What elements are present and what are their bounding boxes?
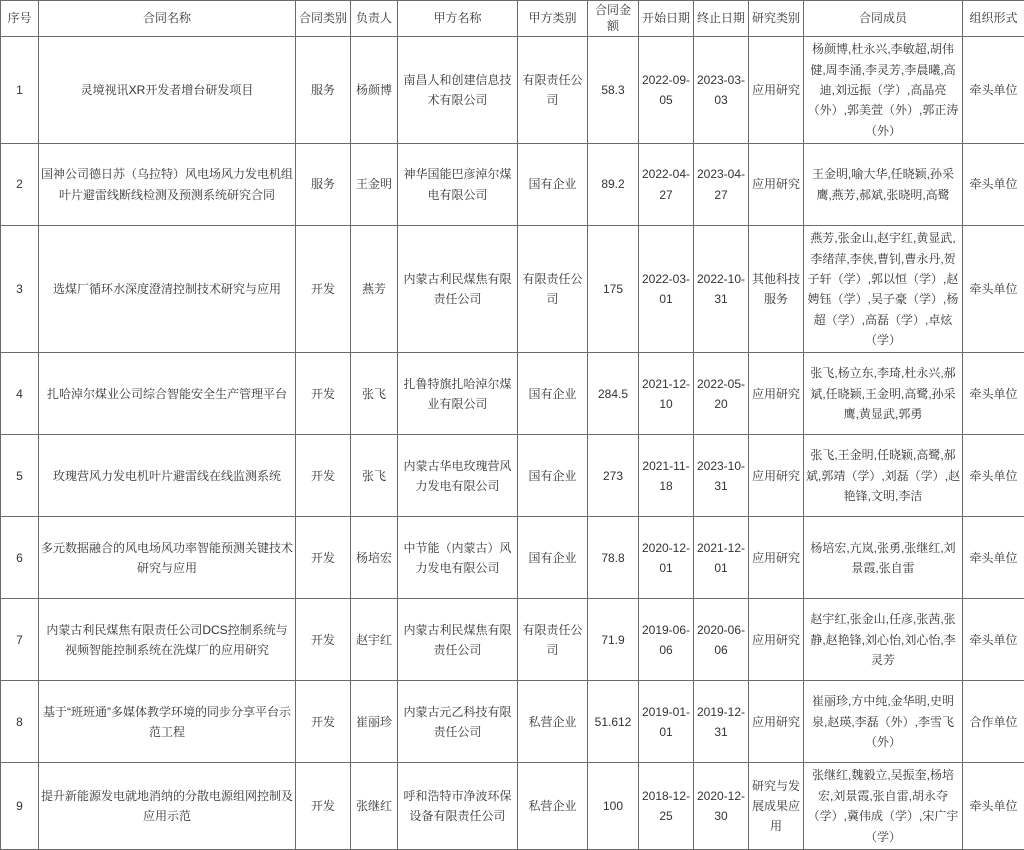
cell-amount: 51.612 — [588, 681, 639, 763]
cell-amount: 100 — [588, 763, 639, 850]
table-row — [1, 681, 1024, 763]
cell-contract-name: 基于“班班通”多媒体教学环境的同步分享平台示范工程 — [39, 681, 296, 763]
column-header-organization-form: 组织形式 — [963, 1, 1024, 37]
cell-amount: 273 — [588, 435, 639, 517]
cell-organization-form: 合作单位 — [963, 681, 1024, 763]
cell-leader: 王金明 — [351, 144, 398, 226]
column-header-leader: 负责人 — [351, 1, 398, 37]
table-row — [1, 435, 1024, 517]
cell-start-date: 2020-12-01 — [639, 517, 694, 599]
cell-end-date: 2021-12-01 — [694, 517, 749, 599]
column-header-end-date: 终止日期 — [694, 1, 749, 37]
cell-leader: 崔丽珍 — [351, 681, 398, 763]
cell-organization-form: 牵头单位 — [963, 353, 1024, 435]
cell-research-category: 应用研究 — [749, 681, 804, 763]
cell-research-category: 应用研究 — [749, 144, 804, 226]
cell-organization-form: 牵头单位 — [963, 517, 1024, 599]
cell-amount: 58.3 — [588, 37, 639, 144]
cell-index: 1 — [1, 37, 39, 144]
cell-contract-name: 扎哈淖尔煤业公司综合智能安全生产管理平台 — [39, 353, 296, 435]
cell-party-a-category: 国有企业 — [518, 517, 588, 599]
cell-organization-form: 牵头单位 — [963, 226, 1024, 353]
cell-contract-category: 开发 — [296, 226, 351, 353]
cell-members: 杨颜博,杜永兴,李敏超,胡伟健,周李涌,李灵芳,李晨曦,高迪,刘远振（学）,高晶亮（外）,郭美萱（外）,郭正涛（外） — [804, 37, 963, 144]
cell-contract-category: 服务 — [296, 37, 351, 144]
cell-members: 张继红,魏毅立,吴振奎,杨培宏,刘景霞,张自雷,胡永夺（学）,冀伟成（学）,宋广宇（学） — [804, 763, 963, 850]
cell-party-a-name: 呼和浩特市净波环保设备有限责任公司 — [398, 763, 518, 850]
cell-contract-name: 玫瑰营风力发电机叶片避雷线在线监测系统 — [39, 435, 296, 517]
cell-index: 2 — [1, 144, 39, 226]
table-row — [1, 353, 1024, 435]
cell-contract-category: 开发 — [296, 681, 351, 763]
column-header-contract-name: 合同名称 — [39, 1, 296, 37]
cell-research-category: 应用研究 — [749, 517, 804, 599]
cell-start-date: 2018-12-25 — [639, 763, 694, 850]
cell-contract-name: 选煤厂循环水深度澄清控制技术研究与应用 — [39, 226, 296, 353]
cell-amount: 71.9 — [588, 599, 639, 681]
cell-party-a-name: 内蒙古利民煤焦有限责任公司 — [398, 226, 518, 353]
cell-organization-form: 牵头单位 — [963, 599, 1024, 681]
cell-index: 7 — [1, 599, 39, 681]
cell-organization-form: 牵头单位 — [963, 37, 1024, 144]
cell-amount: 175 — [588, 226, 639, 353]
cell-end-date: 2022-05-20 — [694, 353, 749, 435]
cell-research-category: 应用研究 — [749, 435, 804, 517]
column-header-party-a-name: 甲方名称 — [398, 1, 518, 37]
cell-start-date: 2022-09-05 — [639, 37, 694, 144]
column-header-start-date: 开始日期 — [639, 1, 694, 37]
cell-leader: 杨颜博 — [351, 37, 398, 144]
cell-start-date: 2022-04-27 — [639, 144, 694, 226]
cell-end-date: 2020-12-30 — [694, 763, 749, 850]
column-header-members: 合同成员 — [804, 1, 963, 37]
table-header-row — [1, 1, 1024, 37]
column-header-index: 序号 — [1, 1, 39, 37]
cell-members: 王金明,喻大华,任晓颖,孙采鹰,燕芳,郝斌,张晓明,高鹭 — [804, 144, 963, 226]
cell-party-a-category: 有限责任公司 — [518, 37, 588, 144]
cell-end-date: 2020-06-06 — [694, 599, 749, 681]
table-row — [1, 226, 1024, 353]
cell-leader: 张飞 — [351, 353, 398, 435]
cell-start-date: 2019-01-01 — [639, 681, 694, 763]
cell-party-a-category: 私营企业 — [518, 681, 588, 763]
cell-contract-name: 内蒙古利民煤焦有限责任公司DCS控制系统与视频智能控制系统在洗煤厂的应用研究 — [39, 599, 296, 681]
table-row — [1, 517, 1024, 599]
cell-contract-category: 开发 — [296, 599, 351, 681]
cell-party-a-category: 国有企业 — [518, 353, 588, 435]
cell-organization-form: 牵头单位 — [963, 435, 1024, 517]
cell-start-date: 2019-06-06 — [639, 599, 694, 681]
cell-members: 张飞,王金明,任晓颖,高鹭,郝斌,郭靖（学）,刘磊（学）,赵艳锋,文明,李洁 — [804, 435, 963, 517]
cell-party-a-category: 国有企业 — [518, 435, 588, 517]
table-body — [1, 37, 1024, 850]
cell-leader: 杨培宏 — [351, 517, 398, 599]
cell-party-a-name: 内蒙古华电玫瑰营风力发电有限公司 — [398, 435, 518, 517]
cell-party-a-name: 中节能（内蒙古）风力发电有限公司 — [398, 517, 518, 599]
cell-start-date: 2021-12-10 — [639, 353, 694, 435]
cell-contract-name: 多元数据融合的风电场风功率智能预测关键技术研究与应用 — [39, 517, 296, 599]
cell-organization-form: 牵头单位 — [963, 763, 1024, 850]
cell-research-category: 应用研究 — [749, 599, 804, 681]
cell-members: 崔丽珍,方中纯,金华明,史明泉,赵瑛,李磊（外）,李雪飞（外） — [804, 681, 963, 763]
cell-members: 赵宇红,张金山,任彦,张茜,张静,赵艳锋,刘心怡,刘心怡,李灵芳 — [804, 599, 963, 681]
table-row — [1, 144, 1024, 226]
cell-organization-form: 牵头单位 — [963, 144, 1024, 226]
cell-end-date: 2019-12-31 — [694, 681, 749, 763]
cell-contract-category: 开发 — [296, 353, 351, 435]
cell-party-a-category: 有限责任公司 — [518, 599, 588, 681]
cell-members: 燕芳,张金山,赵宇红,黄显武,李绪萍,李侠,曹钊,曹永丹,贺子轩（学）,郭以恒（学）,赵娉钰（学）,吴子豪（学）,杨超（学）,高磊（学）,卓炫（学） — [804, 226, 963, 353]
cell-contract-category: 开发 — [296, 763, 351, 850]
cell-index: 8 — [1, 681, 39, 763]
cell-members: 张飞,杨立东,李琦,杜永兴,郝斌,任晓颖,王金明,高鹭,孙采鹰,黄显武,郭勇 — [804, 353, 963, 435]
cell-members: 杨培宏,亢岚,张勇,张继红,刘景霞,张自雷 — [804, 517, 963, 599]
column-header-research-category: 研究类别 — [749, 1, 804, 37]
column-header-contract-category: 合同类别 — [296, 1, 351, 37]
cell-index: 3 — [1, 226, 39, 353]
column-header-amount: 合同金额 — [588, 1, 639, 37]
cell-party-a-name: 扎鲁特旗扎哈淖尔煤业有限公司 — [398, 353, 518, 435]
cell-leader: 张继红 — [351, 763, 398, 850]
cell-start-date: 2022-03-01 — [639, 226, 694, 353]
cell-start-date: 2021-11-18 — [639, 435, 694, 517]
cell-leader: 燕芳 — [351, 226, 398, 353]
cell-contract-category: 开发 — [296, 435, 351, 517]
cell-party-a-category: 国有企业 — [518, 144, 588, 226]
cell-contract-name: 灵境视讯XR开发者增台研发项目 — [39, 37, 296, 144]
table-header-row — [1, 1, 1024, 37]
cell-amount: 284.5 — [588, 353, 639, 435]
cell-party-a-name: 内蒙古元乙科技有限责任公司 — [398, 681, 518, 763]
cell-party-a-name: 南昌人和创建信息技术有限公司 — [398, 37, 518, 144]
cell-contract-category: 开发 — [296, 517, 351, 599]
cell-end-date: 2023-10-31 — [694, 435, 749, 517]
cell-end-date: 2023-03-03 — [694, 37, 749, 144]
cell-contract-category: 服务 — [296, 144, 351, 226]
cell-contract-name: 提升新能源发电就地消纳的分散电源组网控制及应用示范 — [39, 763, 296, 850]
cell-index: 4 — [1, 353, 39, 435]
cell-amount: 78.8 — [588, 517, 639, 599]
cell-leader: 张飞 — [351, 435, 398, 517]
cell-research-category: 应用研究 — [749, 353, 804, 435]
cell-research-category: 应用研究 — [749, 37, 804, 144]
cell-research-category: 研究与发展成果应用 — [749, 763, 804, 850]
cell-party-a-name: 神华国能巴彦淖尔煤电有限公司 — [398, 144, 518, 226]
cell-party-a-name: 内蒙古利民煤焦有限责任公司 — [398, 599, 518, 681]
table-row — [1, 599, 1024, 681]
table-row — [1, 763, 1024, 850]
cell-amount: 89.2 — [588, 144, 639, 226]
cell-research-category: 其他科技服务 — [749, 226, 804, 353]
column-header-party-a-category: 甲方类别 — [518, 1, 588, 37]
cell-end-date: 2022-10-31 — [694, 226, 749, 353]
cell-leader: 赵宇红 — [351, 599, 398, 681]
cell-contract-name: 国神公司德日苏（乌拉特）风电场风力发电机组叶片避雷线断线检测及预测系统研究合同 — [39, 144, 296, 226]
cell-index: 5 — [1, 435, 39, 517]
cell-party-a-category: 有限责任公司 — [518, 226, 588, 353]
cell-index: 9 — [1, 763, 39, 850]
cell-index: 6 — [1, 517, 39, 599]
cell-end-date: 2023-04-27 — [694, 144, 749, 226]
cell-party-a-category: 私营企业 — [518, 763, 588, 850]
table-row — [1, 37, 1024, 144]
